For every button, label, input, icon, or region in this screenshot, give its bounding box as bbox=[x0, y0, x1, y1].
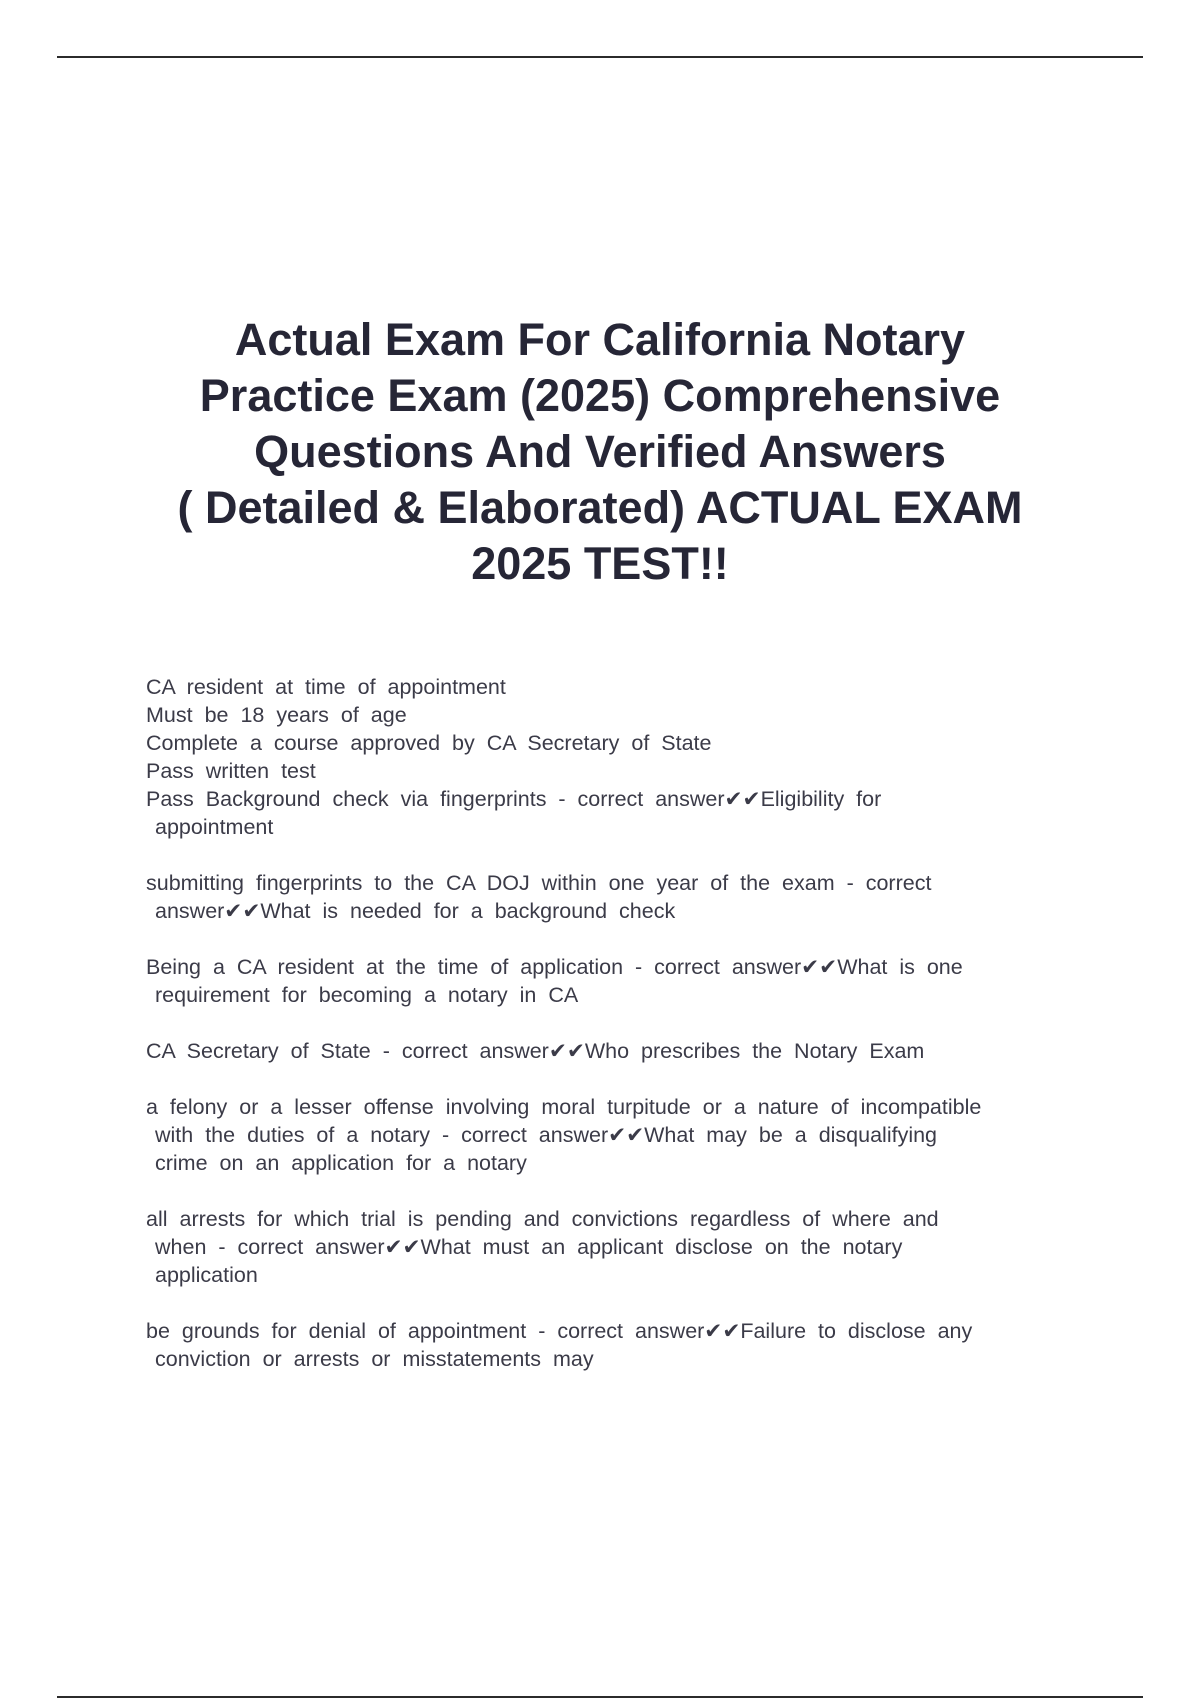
entry-line: CA resident at time of appointment bbox=[146, 675, 506, 699]
entry-line: Complete a course approved by CA Secretary of State bbox=[146, 731, 712, 755]
entry-line: answer✔✔What is needed for a background check bbox=[155, 899, 676, 923]
entry-line: all arrests for which trial is pending and convictions regardless of where and bbox=[146, 1207, 939, 1231]
bottom-divider bbox=[57, 1696, 1143, 1698]
qa-entry bbox=[146, 1037, 1106, 1065]
title-line: Questions And Verified Answers bbox=[254, 426, 946, 477]
entry-line: conviction or arrests or misstatements may bbox=[155, 1347, 594, 1371]
question-list bbox=[146, 673, 1106, 1401]
entry-line: Being a CA resident at the time of application - correct answer✔✔What is one bbox=[146, 955, 963, 979]
entry-line: requirement for becoming a notary in CA bbox=[155, 983, 579, 1007]
entry-line: crime on an application for a notary bbox=[155, 1151, 527, 1175]
qa-entry bbox=[146, 953, 1106, 1009]
qa-entry bbox=[146, 1205, 1106, 1289]
title-line: 2025 TEST!! bbox=[471, 538, 729, 589]
entry-line: Pass written test bbox=[146, 759, 316, 783]
entry-line: appointment bbox=[155, 815, 274, 839]
document-title bbox=[130, 312, 1070, 592]
top-divider bbox=[57, 56, 1143, 58]
qa-entry bbox=[146, 869, 1106, 925]
entry-line: submitting fingerprints to the CA DOJ within one year of the exam - correct bbox=[146, 871, 932, 895]
qa-entry bbox=[146, 1317, 1106, 1373]
qa-entry bbox=[146, 1093, 1106, 1177]
title-line: Actual Exam For California Notary bbox=[234, 314, 966, 365]
entry-line: with the duties of a notary - correct answer✔✔What may be a disqualifying bbox=[155, 1123, 938, 1147]
title-line: ( Detailed & Elaborated) ACTUAL EXAM bbox=[177, 482, 1023, 533]
title-line: Practice Exam (2025) Comprehensive bbox=[199, 370, 1001, 421]
entry-line: application bbox=[155, 1263, 258, 1287]
entry-line: when - correct answer✔✔What must an applicant disclose on the notary bbox=[155, 1235, 903, 1259]
entry-line: Must be 18 years of age bbox=[146, 703, 407, 727]
qa-entry bbox=[146, 673, 1106, 841]
entry-line: CA Secretary of State - correct answer✔✔Who prescribes the Notary Exam bbox=[146, 1039, 925, 1063]
entry-line: be grounds for denial of appointment - correct answer✔✔Failure to disclose any bbox=[146, 1319, 973, 1343]
entry-line: a felony or a lesser offense involving moral turpitude or a nature of incompatible bbox=[146, 1095, 982, 1119]
entry-line: Pass Background check via fingerprints - correct answer✔✔Eligibility for bbox=[146, 787, 882, 811]
